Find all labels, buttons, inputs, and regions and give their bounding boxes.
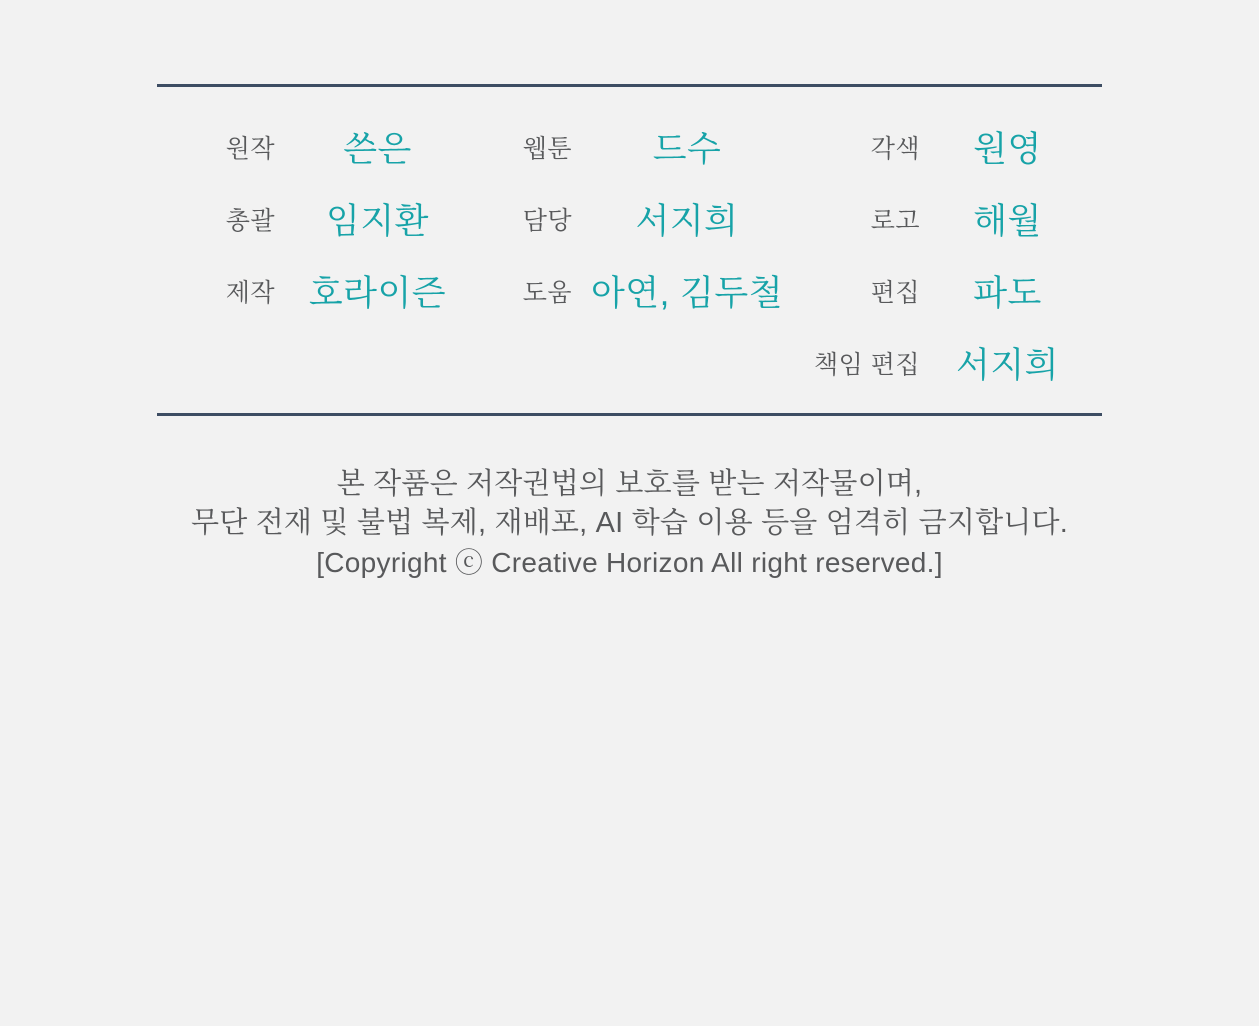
copyright-notice <box>0 465 1259 582</box>
divider-bottom <box>157 413 1102 416</box>
credit-label: 담당 <box>522 207 572 235</box>
credit-label: 원작 <box>225 135 275 163</box>
credit-value: 임지환 <box>326 202 429 241</box>
copyright-line-3: [Copyright ⓒ Creative Horizon All right reserved.] <box>316 547 943 578</box>
credit-value: 호라이즌 <box>308 274 447 313</box>
credit-value: 드수 <box>652 130 722 169</box>
credit-label: 제작 <box>225 279 275 307</box>
credit-label: 도움 <box>522 279 572 307</box>
credits-block <box>157 84 1102 416</box>
copyright-line-1: 본 작품은 저작권법의 보호를 받는 저작물이며, <box>336 468 923 500</box>
credit-label: 각색 <box>870 135 920 163</box>
credit-label: 총괄 <box>225 207 275 235</box>
credit-label: 편집 <box>870 279 920 307</box>
credits-grid <box>157 87 1102 413</box>
credit-value: 서지희 <box>635 202 739 241</box>
copyright-line-2: 무단 전재 및 불법 복제, 재배포, AI 학습 이용 등을 엄격히 금지합니다. <box>191 507 1068 539</box>
credit-value: 해월 <box>973 202 1042 241</box>
credit-label: 로고 <box>870 207 920 235</box>
credit-value: 서지희 <box>956 346 1059 385</box>
credit-value: 아연, 김두철 <box>591 274 783 313</box>
credit-label: 책임 편집 <box>813 351 920 379</box>
credit-value: 쓴은 <box>343 130 412 169</box>
credit-value: 파도 <box>973 274 1042 313</box>
credit-label: 웹툰 <box>522 135 572 163</box>
credit-value: 원영 <box>973 130 1042 169</box>
